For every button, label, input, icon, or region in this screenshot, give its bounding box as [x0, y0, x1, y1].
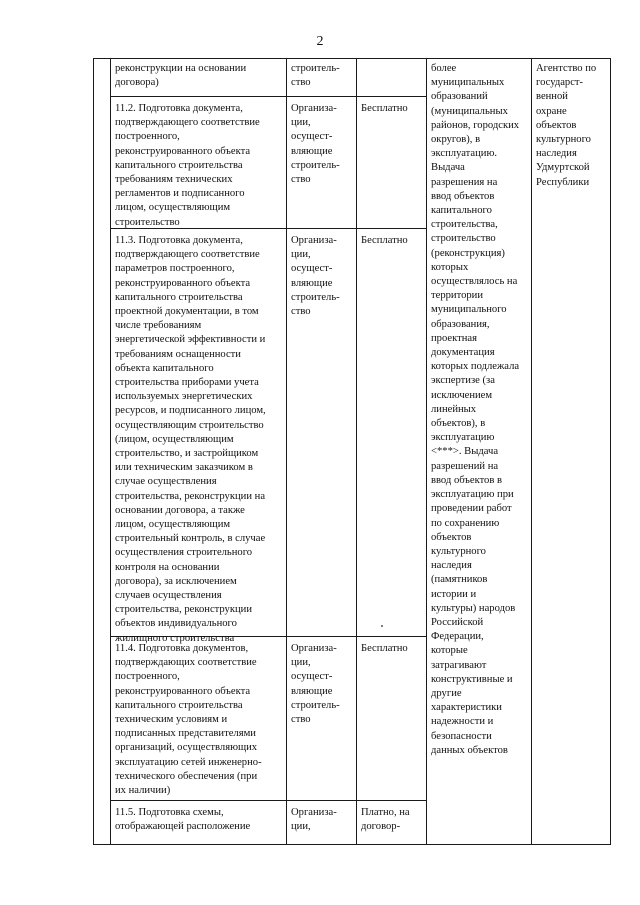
- performer-cell: Организа- ции,: [291, 807, 337, 833]
- fee-cell: Бесплатно: [361, 103, 408, 114]
- service-name-cell: 11.5. Подготовка схемы, отображающей расположение: [115, 807, 251, 833]
- performer-cell: Организа- ции, осущест- вляющие строитель- ство: [291, 235, 340, 318]
- service-name-cell: 11.2. Подготовка документа, подтверждающего соответствие построенного, реконструированного объекта капитального строительства требованиям технических регламентов и подписанного лицом, осуществляющим строительство: [115, 103, 260, 228]
- services-table: [93, 58, 611, 845]
- table-border-left: [93, 58, 94, 845]
- column-divider: [531, 58, 532, 845]
- row-divider: [110, 800, 427, 801]
- table-border-bottom: [93, 844, 611, 845]
- column-divider: [110, 58, 111, 845]
- service-description-cell: более муниципальных образований (муниципальных районов, городских округов), в эксплуатацию. Выдача разрешения на ввод объектов капитального строительства, строительство (реконструкция) которых осуществлялось на территории муниципального образования, проектная документация которых подлежала экспертизе (за исключением линейных объектов), в эксплуатацию <***>. Выдача разрешений на ввод объектов в эксплуатацию при проведении работ по сохранению объектов культурного наследия (памятников истории и культуры) народов Российской Федерации, которые затрагивают конструктивные и другие характеристики надежности и безопасности данных объектов: [431, 63, 520, 756]
- agency-cell: Агентство по государст- венной охране объектов культурного наследия Удмуртской Республики: [536, 63, 597, 188]
- column-divider: [356, 58, 357, 845]
- row-divider: [110, 96, 427, 97]
- table-border-right: [610, 58, 611, 845]
- scan-speck: [381, 625, 383, 627]
- service-name-cell: 11.3. Подготовка документа, подтверждающего соответствие параметров построенного, реконструированного объекта капитального строительства проектной документации, в том числе требованиям энергетической эффективности и требованиям оснащенности объекта капитального строительства приборами учета используемых энергетических ресурсов, и подписанного лицом, осуществляющим строительство (лицом, осуществляющим строительство, и застройщиком или техническим заказчиком в случае осуществления строительства, реконструкции на основании договора, а также лицом, осуществляющим строительный контроль, в случае осуществления строительного контроля на основании договора), за исключением случаев осуществления строительства, реконструкции объектов индивидуального жилищного строительства: [115, 235, 266, 644]
- column-divider: [426, 58, 427, 845]
- service-name-cell: реконструкции на основании договора): [115, 63, 247, 89]
- table-border-top: [93, 58, 611, 59]
- fee-cell: Платно, на договор-: [361, 807, 410, 833]
- fee-cell: Бесплатно: [361, 235, 408, 246]
- page-number: 2: [316, 34, 324, 49]
- column-divider: [286, 58, 287, 845]
- performer-cell: Организа- ции, осущест- вляющие строитель- ство: [291, 643, 340, 726]
- performer-cell: Организа- ции, осущест- вляющие строитель- ство: [291, 103, 340, 186]
- service-name-cell: 11.4. Подготовка документов, подтверждающих соответствие построенного, реконструированного объекта капитального строительства техническим условиям и подписанных представителями организаций, осуществляющих эксплуатацию сетей инженерно- технического обеспечения (при их наличии): [115, 643, 262, 797]
- performer-cell: строитель- ство: [291, 63, 340, 89]
- fee-cell: Бесплатно: [361, 643, 408, 654]
